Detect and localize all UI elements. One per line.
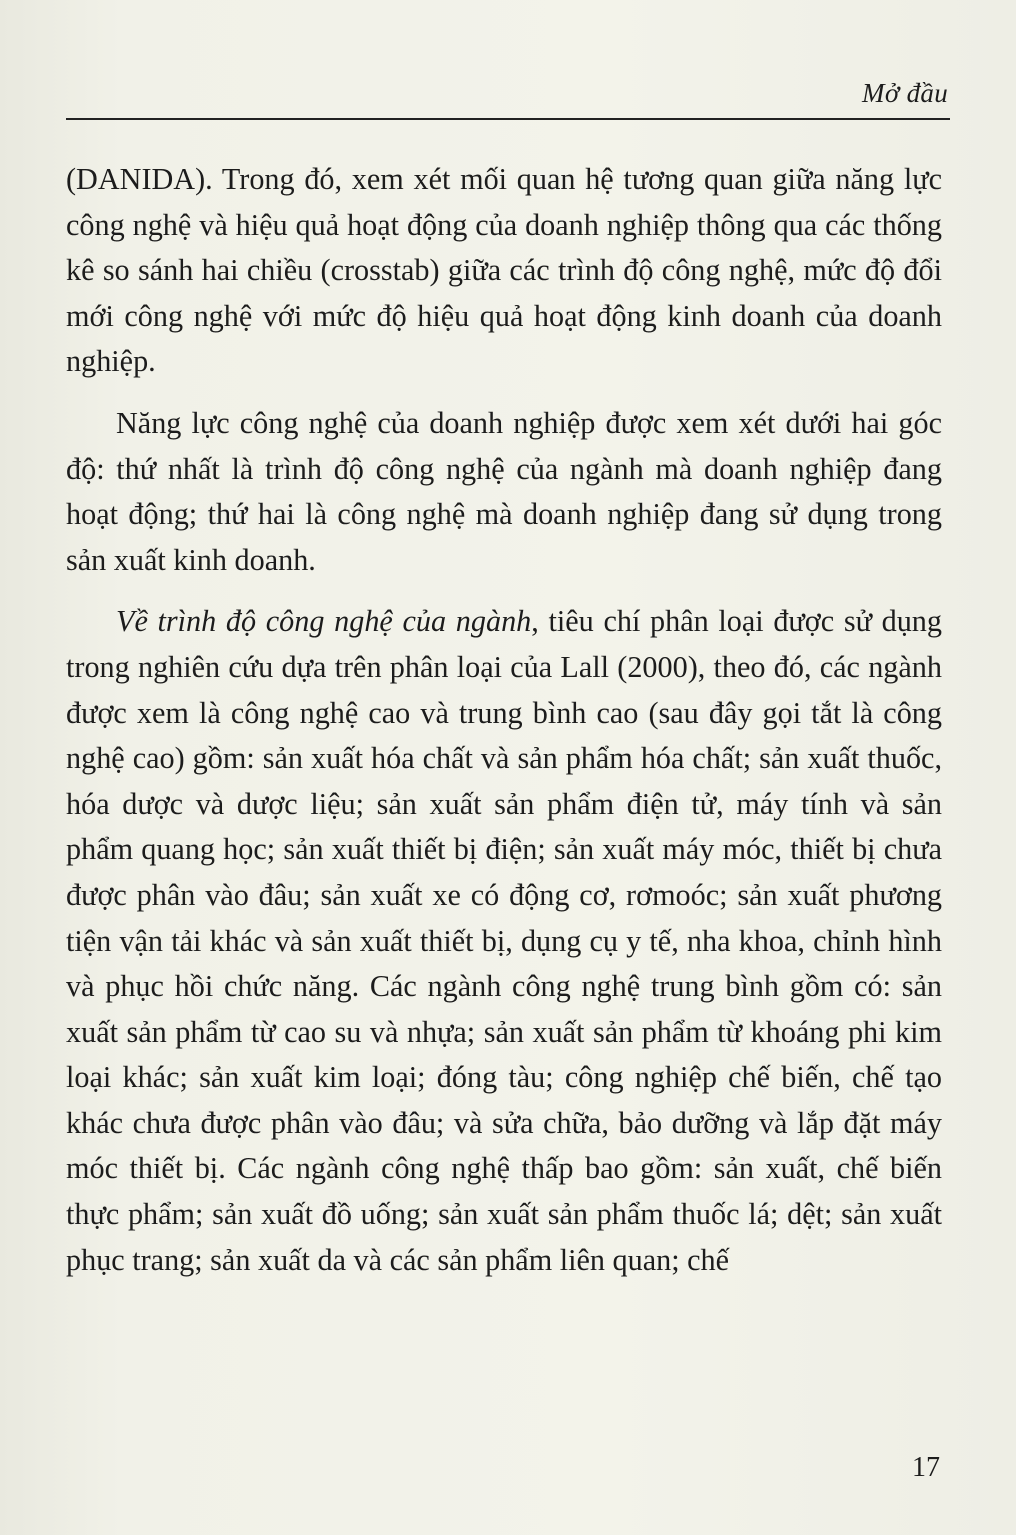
paragraph-2: [66, 401, 942, 583]
page-number: 17: [912, 1452, 940, 1483]
running-head: Mở đầu: [862, 78, 948, 108]
paragraph-1-text: (DANIDA). Trong đó, xem xét mối quan hệ tương quan giữa năng lực công nghệ và hiệu quả hoạt động của doanh nghiệp thông qua các thống kê so sánh hai chiều (crosstab) giữa các trình độ công nghệ, mức độ đổi mới công nghệ với mức độ hiệu quả hoạt động kinh doanh của doanh nghiệp.: [66, 162, 942, 379]
body-text: [66, 157, 942, 1283]
header-rule: [66, 118, 950, 120]
paragraph-2-text: Năng lực công nghệ của doanh nghiệp được xem xét dưới hai góc độ: thứ nhất là trình độ công nghệ của ngành mà doanh nghiệp đang hoạt động; thứ hai là công nghệ mà doanh nghiệp đang sử dụng trong sản xuất kinh doanh.: [66, 405, 942, 577]
paragraph-3-text: , tiêu chí phân loại được sử dụng trong nghiên cứu dựa trên phân loại của Lall (2000), theo đó, các ngành được xem là công nghệ cao và trung bình cao (sau đây gọi tắt là công nghệ cao) gồm: sản xuất hóa chất và sản phẩm hóa chất; sản xuất thuốc, hóa dược và dược liệu; sản xuất sản phẩm điện tử, máy tính và sản phẩm quang học; sản xuất thiết bị điện; sản xuất máy móc, thiết bị chưa được phân vào đâu; sản xuất xe có động cơ, rơmoóc; sản xuất phương tiện vận tải khác và sản xuất thiết bị, dụng cụ y tế, nha khoa, chỉnh hình và phục hồi chức năng. Các ngành công nghệ trung bình gồm có: sản xuất sản phẩm từ cao su và nhựa; sản xuất sản phẩm từ khoáng phi kim loại khác; sản xuất kim loại; đóng tàu; công nghiệp chế biến, chế tạo khác chưa được phân vào đâu; và sửa chữa, bảo dưỡng và lắp đặt máy móc thiết bị. Các ngành công nghệ thấp bao gồm: sản xuất, chế biến thực phẩm; sản xuất đồ uống; sản xuất sản phẩm thuốc lá; dệt; sản xuất phục trang; sản xuất da và các sản phẩm liên quan; chế: [66, 604, 942, 1277]
paragraph-3: [66, 599, 942, 1283]
paragraph-3-italic-lead: Về trình độ công nghệ của ngành: [116, 604, 532, 639]
paragraph-1: [66, 157, 942, 385]
